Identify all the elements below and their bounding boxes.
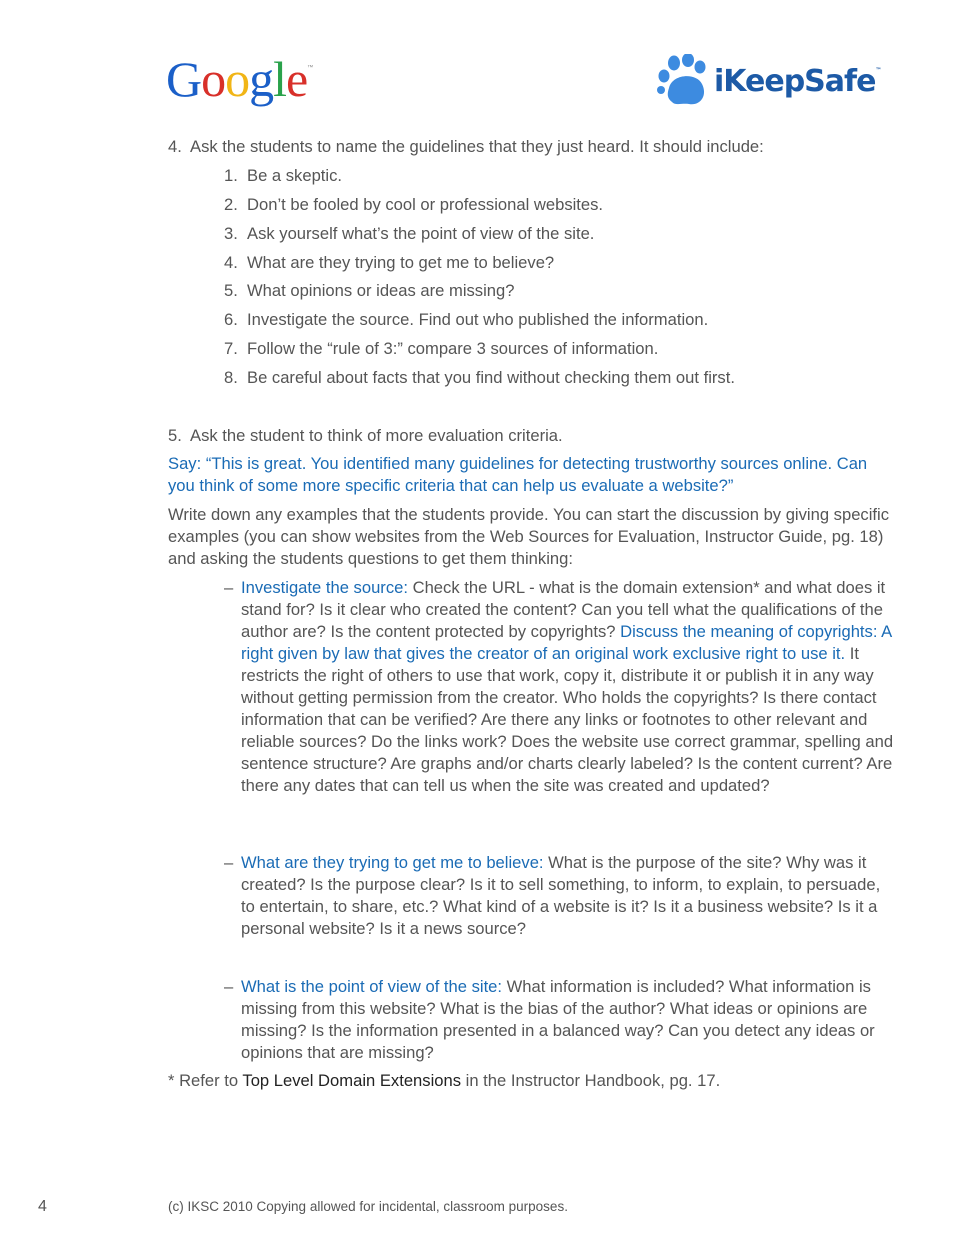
step-4: 4. Ask the students to name the guidelines that they just heard. It should include: [168, 137, 764, 156]
google-trademark: ™ [307, 65, 313, 71]
page-number: 4 [38, 1198, 47, 1215]
step-5-text: Ask the student to think of more evaluation criteria. [190, 426, 563, 445]
ikeepsafe-logo [656, 54, 896, 110]
criterion-believe: – What are they trying to get me to believe: What is the purpose of the site? Why was it created? Is the purpose clear? Is it to sell something, to inform, to explain, to persuade, to entertain, to share, etc.? What kind of a website is it? Is it a business website? Is it a personal website? Is it a news source? [224, 853, 881, 938]
criterion-point-of-view: – What is the point of view of the site: What information is included? What information is missing from this website? What is the bias of the author? What ideas or opinions are missing? Is the information presented in a balanced way? Can you detect any ideas or opinions that are missing? [224, 977, 875, 1062]
guideline-item: 7. Follow the “rule of 3:” compare 3 sources of information. [224, 339, 659, 358]
domain-extensions-reference: Top Level Domain Extensions [242, 1071, 462, 1090]
guideline-item: 8. Be careful about facts that you find without checking them out first. [224, 368, 735, 387]
copyright-notice: (c) IKSC 2010 Copying allowed for incidental, classroom purposes. [168, 1199, 568, 1214]
step-4-text: Ask the students to name the guidelines that they just heard. It should include: [190, 137, 764, 156]
criterion-title: What is the point of view of the site: [241, 977, 503, 996]
guideline-item: 1. Be a skeptic. [224, 166, 343, 185]
ikeepsafe-wordmark: iKeepSafe [714, 64, 876, 99]
step-5: 5. Ask the student to think of more evaluation criteria. [168, 426, 563, 445]
guideline-item: 5. What opinions or ideas are missing? [224, 281, 515, 300]
guideline-item: 6. Investigate the source. Find out who published the information. [224, 310, 709, 329]
footnote: * Refer to Top Level Domain Extensions in the Instructor Handbook, pg. 17. [168, 1071, 721, 1090]
criterion-title: What are they trying to get me to believe: [241, 853, 544, 872]
say-quote: Say: “This is great. You identified many guidelines for detecting trustworthy sources online. Can you think of some more specific criteria that can help us evaluate a website?” [168, 454, 868, 495]
paw-icon [656, 54, 714, 110]
copyright-definition: Discuss the meaning of copyrights: A right given by law that gives the creator of an original work exclusive right to use it. [241, 622, 892, 663]
criterion-investigate-source: – Investigate the source: Check the URL - what is the domain extension* and what does it stand for? Is it clear who created the content? Can you tell what the qualifications of the author are? Is the content protected by copyrights? Discuss the meaning of copyrights: A right given by law that gives the creator of an original work exclusive right to use it. It restricts the right of others to use that work, copy it, distribute it or publish it in any way without getting permission from the creator. Who holds the copyrights? Is there contact information that can be verified? Are there any links or footnotes to other relevant and reliable sources? Do the links work? Does the website use correct grammar, spelling and sentence structure? Are graphs and/or charts clearly labeled? Is the content current? Are there any dates that can tell us when the site was created and updated? [224, 578, 894, 795]
google-logo: Google™ [166, 51, 313, 107]
guideline-item: 3. Ask yourself what’s the point of view of the site. [224, 224, 595, 243]
guideline-item: 4. What are they trying to get me to believe? [224, 253, 555, 272]
discussion-intro: Write down any examples that the students provide. You can start the discussion by giving specific examples (you can show websites from the Web Sources for Evaluation, Instructor Guide, pg. 18) and asking the students questions to get them thinking: [168, 505, 890, 568]
ikeepsafe-trademark: ™ [875, 67, 882, 74]
criterion-title: Investigate the source: [241, 578, 408, 597]
guideline-item: 2. Don’t be fooled by cool or professional websites. [224, 195, 604, 214]
